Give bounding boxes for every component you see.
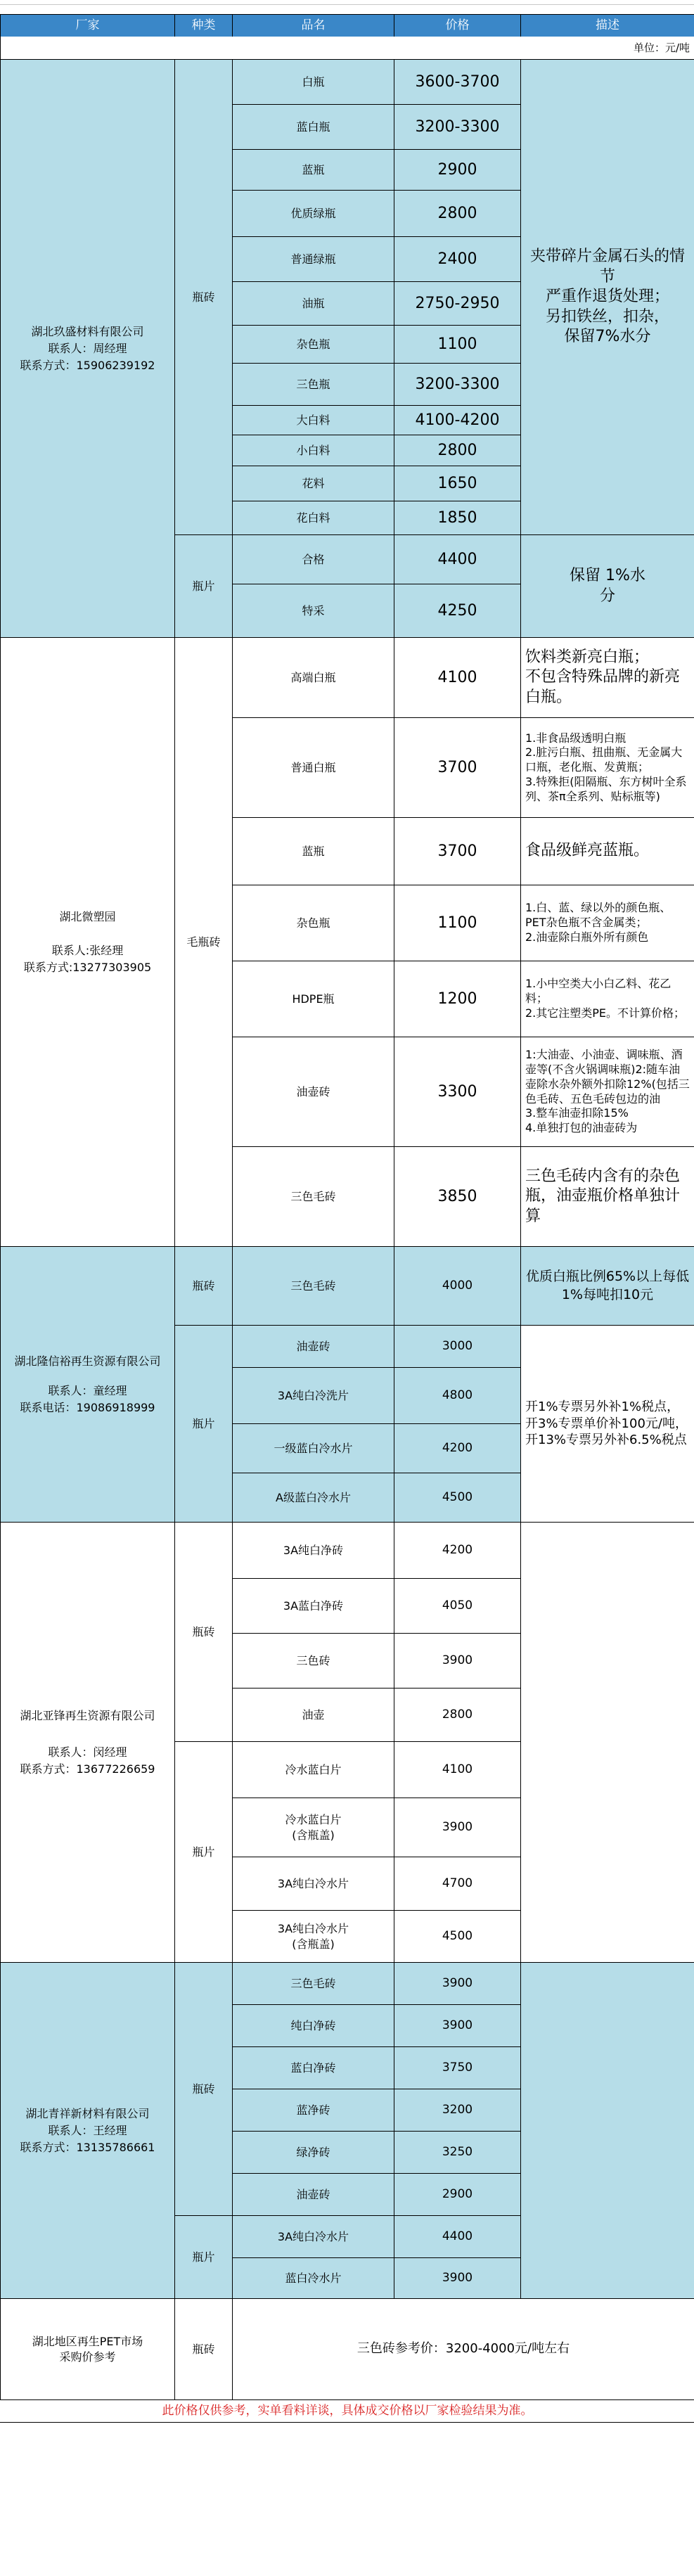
product-price: 3900 bbox=[394, 2257, 521, 2299]
product-price: 4400 bbox=[394, 2215, 521, 2258]
company-desc: 开1%专票另外补1%税点，开3%专票单价补100元/吨，开13%专票另外补6.5%税点 bbox=[520, 1325, 694, 1523]
product-price: 3000 bbox=[394, 1325, 521, 1368]
company-contact: 联系人：闵经理 bbox=[48, 1745, 127, 1759]
product-name: 蓝净砖 bbox=[232, 2089, 394, 2132]
product-name: 纯白净砖 bbox=[232, 2004, 394, 2047]
product-price: 3300 bbox=[394, 1037, 521, 1147]
product-price: 3600-3700 bbox=[394, 59, 521, 105]
header-factory: 厂家 bbox=[0, 14, 175, 37]
company-name-block bbox=[0, 59, 175, 638]
reference-price: 三色砖参考价：3200-4000元/吨左右 bbox=[232, 2298, 694, 2400]
product-price: 3900 bbox=[394, 1798, 521, 1857]
product-name: 油壶砖 bbox=[232, 1037, 394, 1147]
product-price: 3200-3300 bbox=[394, 363, 521, 406]
unit-label: 单位：元/吨 bbox=[0, 37, 694, 60]
product-desc: 1:大油壶、小油壶、调味瓶、酒壶等(不含火锅调味瓶)2:随车油壶除水杂外额外扣除12%(包括三色毛砖、五色毛砖包边的油 3.整车油壶扣除15% 4.单独打包的油壶砖为 bbox=[520, 1037, 694, 1147]
product-name: 三色砖 bbox=[232, 1633, 394, 1689]
product-price: 2800 bbox=[394, 1688, 521, 1742]
company-name: 湖北微塑园 bbox=[59, 909, 116, 923]
product-price: 1200 bbox=[394, 961, 521, 1037]
company-phone: 联系方式：15906239192 bbox=[20, 358, 155, 372]
product-price: 3200-3300 bbox=[394, 104, 521, 150]
product-name: 特采 bbox=[232, 584, 394, 638]
company-contact: 联系人：周经理 bbox=[48, 341, 127, 355]
product-price: 3250 bbox=[394, 2131, 521, 2174]
product-name: 3A蓝白净砖 bbox=[232, 1578, 394, 1634]
product-name: 三色瓶 bbox=[232, 363, 394, 406]
company-phone: 联系方式:13277303905 bbox=[23, 960, 152, 974]
product-name: HDPE瓶 bbox=[232, 961, 394, 1037]
product-desc: 保留 1%水 分 bbox=[520, 534, 694, 638]
product-price: 1100 bbox=[394, 885, 521, 961]
product-name: 三色毛砖 bbox=[232, 1246, 394, 1326]
product-price: 3850 bbox=[394, 1146, 521, 1247]
category-type: 瓶片 bbox=[174, 1325, 233, 1523]
category-type: 瓶砖 bbox=[174, 1246, 233, 1326]
company-name-block bbox=[0, 637, 175, 1247]
product-price: 2900 bbox=[394, 2173, 521, 2216]
product-name: 三色毛砖 bbox=[232, 1146, 394, 1247]
product-name: 蓝瓶 bbox=[232, 817, 394, 885]
product-name: 油壶砖 bbox=[232, 2173, 394, 2216]
product-price: 3700 bbox=[394, 817, 521, 885]
category-type: 瓶砖 bbox=[174, 1962, 233, 2216]
category-type: 毛瓶砖 bbox=[174, 637, 233, 1247]
product-name: 合格 bbox=[232, 534, 394, 584]
product-price: 4100-4200 bbox=[394, 405, 521, 435]
company-name-block bbox=[0, 1962, 175, 2299]
product-desc: 三色毛砖内含有的杂色瓶，油壶瓶价格单独计算 bbox=[520, 1146, 694, 1247]
desc-empty bbox=[520, 1522, 694, 1963]
category-type: 瓶砖 bbox=[174, 2298, 233, 2400]
product-price: 4400 bbox=[394, 534, 521, 584]
company-name-block bbox=[0, 1522, 175, 1963]
product-desc: 饮料类新亮白瓶； 不包含特殊品牌的新亮白瓶。 bbox=[520, 637, 694, 718]
product-name: 3A纯白净砖 bbox=[232, 1522, 394, 1579]
product-price: 2900 bbox=[394, 149, 521, 191]
product-name: 3A纯白冷水片 bbox=[232, 1857, 394, 1911]
category-type: 瓶砖 bbox=[174, 1522, 233, 1742]
company-desc: 优质白瓶比例65%以上每低1%每吨扣10元 bbox=[520, 1246, 694, 1326]
footer-note: 此价格仅供参考，实单看料详谈，具体成交价格以厂家检验结果为准。 bbox=[0, 2399, 694, 2423]
product-price: 2400 bbox=[394, 236, 521, 282]
product-price: 3900 bbox=[394, 1962, 521, 2005]
product-name: 普通绿瓶 bbox=[232, 236, 394, 282]
company-contact: 联系人：王经理 bbox=[48, 2123, 127, 2137]
product-name: 杂色瓶 bbox=[232, 885, 394, 961]
product-desc: 1.非食品级透明白瓶 2.脏污白瓶、扭曲瓶、无金属大口瓶，老化瓶、发黄瓶； 3.特殊拒(阳隔瓶、东方树叶全系列、茶π全系列、贴标瓶等) bbox=[520, 717, 694, 818]
header-type: 种类 bbox=[174, 14, 233, 37]
header-desc: 描述 bbox=[520, 14, 694, 37]
product-desc: 1.白、蓝、绿以外的颜色瓶、PET杂色瓶不含金属类； 2.油壶除白瓶外所有颜色 bbox=[520, 885, 694, 961]
category-type: 瓶片 bbox=[174, 1741, 233, 1963]
product-desc: 夹带碎片金属石头的情节 严重作退货处理； 另扣铁丝，扣杂， 保留7%水分 bbox=[520, 59, 694, 535]
product-price: 3900 bbox=[394, 2004, 521, 2047]
product-name: 白瓶 bbox=[232, 59, 394, 105]
product-name: 绿净砖 bbox=[232, 2131, 394, 2174]
product-price: 2800 bbox=[394, 435, 521, 466]
product-name: 油壶 bbox=[232, 1688, 394, 1742]
product-price: 1850 bbox=[394, 501, 521, 535]
product-name: 油瓶 bbox=[232, 281, 394, 326]
product-name: 蓝瓶 bbox=[232, 149, 394, 191]
product-name: 蓝白冷水片 bbox=[232, 2257, 394, 2299]
company-name: 湖北青祥新材料有限公司 bbox=[25, 2106, 150, 2120]
product-name: 3A纯白冷水片 bbox=[232, 2215, 394, 2258]
product-price: 3200 bbox=[394, 2089, 521, 2132]
product-name: 3A纯白冷水片 (含瓶盖) bbox=[232, 1910, 394, 1963]
product-price: 1100 bbox=[394, 325, 521, 364]
product-name: 冷水蓝白片 (含瓶盖) bbox=[232, 1798, 394, 1857]
company-contact: 联系人：童经理 bbox=[48, 1383, 127, 1397]
company-phone: 联系方式：13135786661 bbox=[20, 2140, 155, 2154]
product-name: 杂色瓶 bbox=[232, 325, 394, 364]
product-name: 高端白瓶 bbox=[232, 637, 394, 718]
product-price: 2750-2950 bbox=[394, 281, 521, 326]
product-name: 三色毛砖 bbox=[232, 1962, 394, 2005]
product-name: 花料 bbox=[232, 466, 394, 501]
product-price: 4250 bbox=[394, 584, 521, 638]
company-phone: 联系电话：19086918999 bbox=[20, 1400, 155, 1414]
region-name: 湖北地区再生PET市场 采购价参考 bbox=[0, 2298, 175, 2400]
category-type: 瓶砖 bbox=[174, 59, 233, 535]
product-name: A级蓝白冷水片 bbox=[232, 1473, 394, 1523]
product-name: 蓝白瓶 bbox=[232, 104, 394, 150]
category-type: 瓶片 bbox=[174, 534, 233, 638]
product-name: 蓝白净砖 bbox=[232, 2046, 394, 2089]
product-name: 油壶砖 bbox=[232, 1325, 394, 1368]
company-name: 湖北玖盛材料有限公司 bbox=[31, 324, 144, 338]
product-name: 3A纯白冷洗片 bbox=[232, 1367, 394, 1424]
company-phone: 联系方式：13677226659 bbox=[20, 1762, 155, 1776]
product-price: 4100 bbox=[394, 1741, 521, 1798]
product-price: 4800 bbox=[394, 1367, 521, 1424]
product-name: 大白料 bbox=[232, 405, 394, 435]
company-name-block bbox=[0, 1246, 175, 1523]
company-contact: 联系人:张经理 bbox=[51, 943, 124, 957]
product-price: 4000 bbox=[394, 1246, 521, 1326]
product-price: 4100 bbox=[394, 637, 521, 718]
product-name: 花白料 bbox=[232, 501, 394, 535]
product-name: 普通白瓶 bbox=[232, 717, 394, 818]
product-name: 冷水蓝白片 bbox=[232, 1741, 394, 1798]
product-price: 4500 bbox=[394, 1473, 521, 1523]
company-name: 湖北隆信裕再生资源有限公司 bbox=[14, 1354, 161, 1368]
header-product: 品名 bbox=[232, 14, 394, 37]
product-price: 1650 bbox=[394, 466, 521, 501]
company-name: 湖北亚锋再生资源有限公司 bbox=[20, 1708, 155, 1722]
product-price: 4050 bbox=[394, 1578, 521, 1634]
product-name: 优质绿瓶 bbox=[232, 190, 394, 237]
product-name: 一级蓝白冷水片 bbox=[232, 1423, 394, 1473]
product-price: 4200 bbox=[394, 1423, 521, 1473]
product-price: 3750 bbox=[394, 2046, 521, 2089]
product-price: 3900 bbox=[394, 1633, 521, 1689]
header-price: 价格 bbox=[394, 14, 521, 37]
product-price: 3700 bbox=[394, 717, 521, 818]
product-price: 4200 bbox=[394, 1522, 521, 1579]
product-desc: 食品级鲜亮蓝瓶。 bbox=[520, 817, 694, 885]
product-name: 小白料 bbox=[232, 435, 394, 466]
category-type: 瓶片 bbox=[174, 2215, 233, 2299]
desc-empty bbox=[520, 1962, 694, 2299]
product-price: 4700 bbox=[394, 1857, 521, 1911]
product-price: 4500 bbox=[394, 1910, 521, 1963]
product-price: 2800 bbox=[394, 190, 521, 237]
product-desc: 1.小中空类大小白乙料、花乙料； 2.其它注塑类PE。不计算价格； bbox=[520, 961, 694, 1037]
